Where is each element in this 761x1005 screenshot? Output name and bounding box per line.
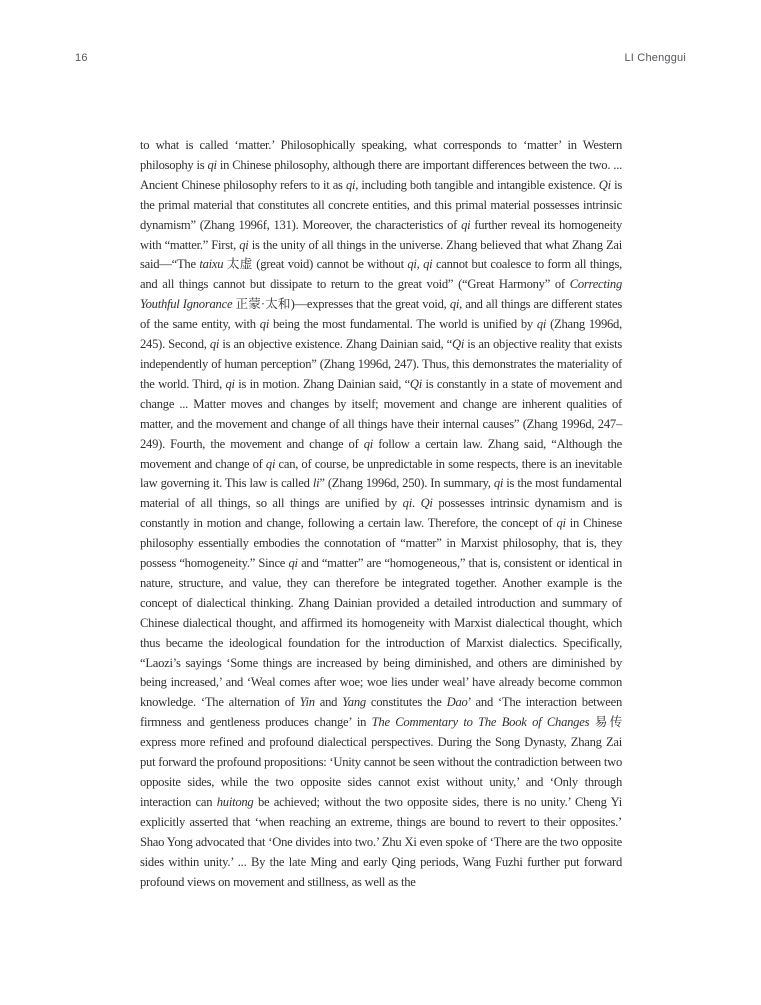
running-head-author: LI Chenggui <box>624 52 686 64</box>
body-paragraph: to what is called ‘matter.’ Philosophically speaking, what corresponds to ‘matter’ in Western philosophy is qi in Chinese philosophy, although there are important differences between the two. ... Ancient Chinese philosophy refers to it as qi, including both tangible and intangible existence. Qi is the primal material that constitutes all concrete entities, and this primal material possesses intrinsic dynamism” (Zhang 1996f, 131). Moreover, the characteristics of qi further reveal its homogeneity with “matter.” First, qi is the unity of all things in the universe. Zhang believed that what Zhang Zai said—“The taixu 太虚 (great void) cannot be without qi, qi cannot but coalesce to form all things, and all things cannot but dissipate to return to the great void” (“Great Harmony” of Correcting Youthful Ignorance 正蒙·太和)—expresses that the great void, qi, and all things are different states of the same entity, with qi being the most fundamental. The world is unified by qi (Zhang 1996d, 245). Second, qi is an objective existence. Zhang Dainian said, “Qi is an objective reality that exists independently of human perception” (Zhang 1996d, 247). Thus, this demonstrates the materiality of the world. Third, qi is in motion. Zhang Dainian said, “Qi is constantly in a state of movement and change ... Matter moves and changes by itself; movement and change are inherent qualities of matter, and the movement and change of all things have their internal causes” (Zhang 1996d, 247–249). Fourth, the movement and change of qi follow a certain law. Zhang said, “Although the movement and change of qi can, of course, be unpredictable in some respects, there is an inevitable law governing it. This law is called li” (Zhang 1996d, 250). In summary, qi is the most fundamental material of all things, so all things are unified by qi. Qi possesses intrinsic dynamism and is constantly in motion and change, following a certain law. Therefore, the concept of qi in Chinese philosophy essentially embodies the connotation of “matter” in Marxist philosophy, that is, they possess “homogeneity.” Since qi and “matter” are “homogeneous,” that is, consistent or identical in nature, structure, and value, they can therefore be integrated together. Another example is the concept of dialectical thinking. Zhang Dainian provided a detailed introduction and summary of Chinese dialectical thought, and affirmed its homogeneity with Marxist dialectical thought, which thus became the ideological foundation for the introduction of Marxist dialectics. Specifically, “Laozi’s sayings ‘Some things are increased by being diminished, and others are diminished by being increased,’ and ‘Weal comes after woe; woe lies under weal’ have already become common knowledge. ‘The alternation of Yin and Yang constitutes the Dao’ and ‘The interaction between firmness and gentleness produces change’ in The Commentary to The Book of Changes 易传 express more refined and profound dialectical perspectives. During the Song Dynasty, Zhang Zai put forward the profound propositions: ‘Unity cannot be seen without the contradiction between two opposite sides, while the two opposite sides cannot exist without unity,’ and ‘Only through interaction can huitong be achieved; without the two opposite sides, there is no unity.’ Cheng Yi explicitly asserted that ‘when reaching an extreme, things are bound to revert to their opposites.’ Shao Yong advocated that ‘One divides into two.’ Zhu Xi even spoke of ‘There are the two opposite sides within unity.’ ... By the late Ming and early Qing periods, Wang Fuzhi further put forward profound views on movement and stillness, as well as the <box>140 138 623 889</box>
page-header <box>75 52 686 64</box>
page-body <box>140 136 622 892</box>
page-number: 16 <box>75 52 88 64</box>
